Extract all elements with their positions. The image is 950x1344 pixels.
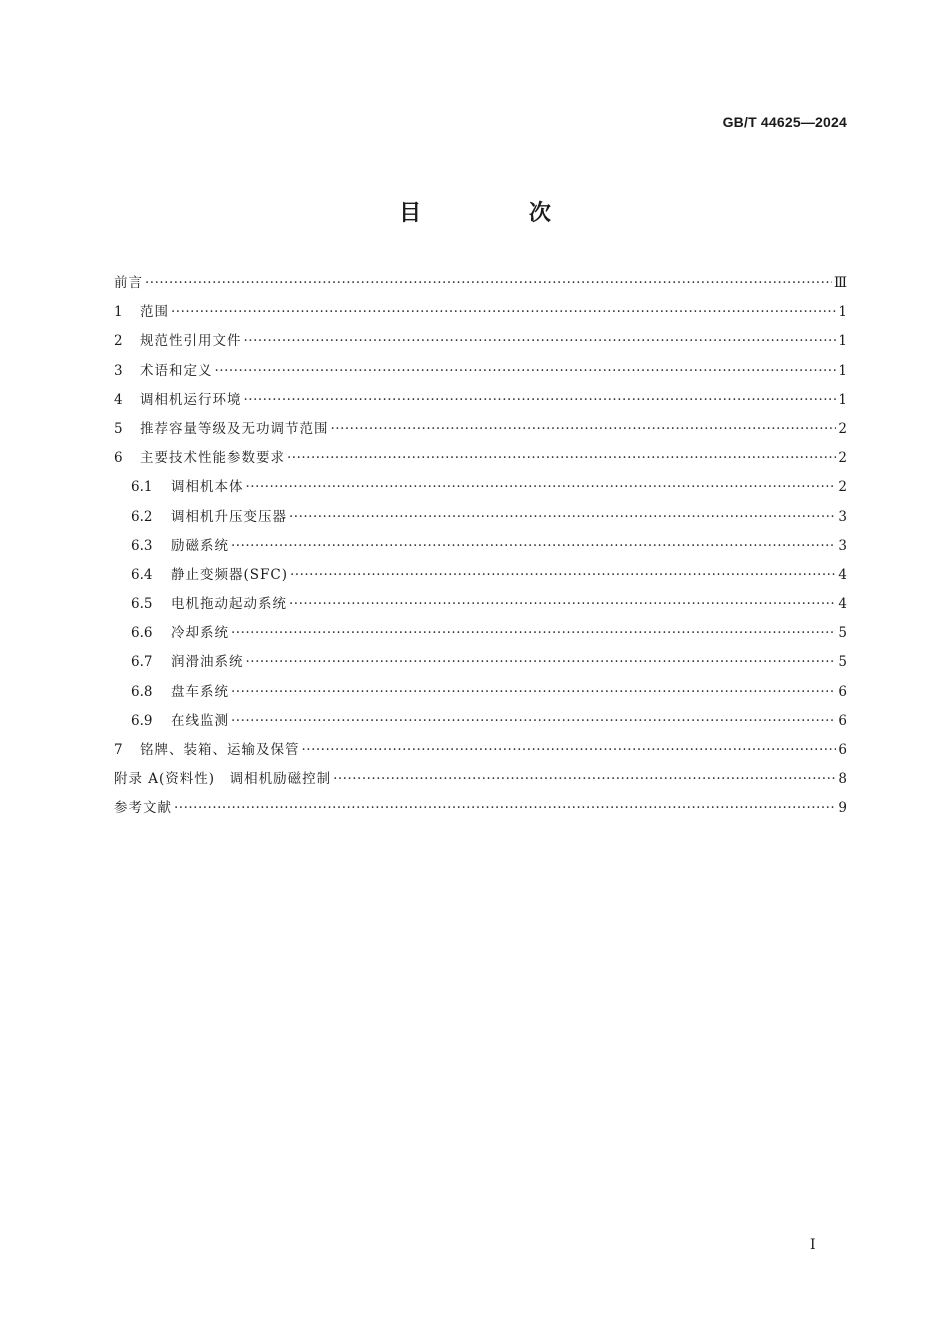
toc-entry-page: 5 [838,654,847,671]
toc-entry-page: 1 [838,304,847,321]
toc-entry[interactable] [114,386,847,415]
toc-entry[interactable] [114,561,847,590]
toc-entry[interactable] [114,357,847,386]
toc-dot-leader [246,473,837,502]
toc-entry-label: 励磁系统 [171,537,229,554]
toc-entry[interactable] [114,765,847,794]
toc-entry[interactable] [114,298,847,327]
toc-entry-page: 3 [838,537,847,554]
toc-entry-number: 6.4 [131,566,153,583]
toc-entry[interactable] [114,794,847,823]
toc-dot-leader [333,765,836,794]
toc-entry-label: 调相机运行环境 [140,391,242,408]
toc-entry-number: 6.2 [131,508,153,525]
toc-entry-label: 在线监测 [171,712,229,729]
toc-entry-page: 9 [838,800,847,817]
toc-entry-page: 2 [838,479,847,496]
toc-entry-number: 5 [114,420,123,437]
toc-entry-label: 电机拖动起动系统 [171,596,287,613]
toc-entry-label: 范围 [140,304,169,321]
toc-entry-page: 3 [838,508,847,525]
toc-entry-number: 6 [114,450,123,467]
toc-entry-page: 6 [838,712,847,729]
toc-entry-number: 6.7 [131,654,153,671]
toc-entry-page: 4 [838,566,847,583]
toc-entry[interactable] [114,736,847,765]
toc-entry-number: 6.8 [131,683,153,700]
toc-entry-label: 铭牌、装箱、运输及保管 [140,742,300,758]
toc-entry[interactable] [114,415,847,444]
toc-entry-label: 术语和定义 [140,362,213,379]
toc-dot-leader [215,357,837,386]
toc-entry[interactable] [114,590,847,619]
table-of-contents [114,269,847,824]
toc-dot-leader [290,561,836,590]
toc-entry-label: 主要技术性能参数要求 [140,450,285,467]
toc-entry-number: 7 [114,742,123,758]
toc-entry-label: 润滑油系统 [171,654,244,671]
toc-entry-label: 推荐容量等级及无功调节范围 [140,420,329,437]
toc-entry-page: 1 [838,362,847,379]
toc-entry[interactable] [114,648,847,677]
toc-entry-page: 1 [838,333,847,350]
toc-entry-page: 6 [838,742,847,758]
toc-entry-page: 4 [838,596,847,613]
toc-entry-number: 3 [114,362,123,379]
page-number: I [810,1237,816,1253]
toc-entry[interactable] [114,532,847,561]
toc-dot-leader [244,386,837,415]
toc-entry[interactable] [114,503,847,532]
toc-entry-number: 4 [114,391,123,408]
toc-entry-label: 前言 [114,275,143,291]
toc-dot-leader [302,736,837,765]
toc-dot-leader [231,532,836,561]
toc-entry-number: 1 [114,304,123,321]
toc-dot-leader [145,269,832,298]
toc-entry-number: 2 [114,333,123,350]
toc-dot-leader [246,648,837,677]
toc-entry-label: 附录 A(资料性) 调相机励磁控制 [114,771,332,788]
toc-dot-leader [244,327,837,356]
toc-entry[interactable] [114,707,847,736]
toc-dot-leader [174,794,836,823]
toc-entry-page: 6 [838,683,847,700]
toc-entry[interactable] [114,327,847,356]
toc-dot-leader [231,678,836,707]
toc-entry-page: 8 [838,771,847,788]
toc-dot-leader [287,444,836,473]
toc-dot-leader [289,590,836,619]
toc-entry[interactable] [114,619,847,648]
toc-entry[interactable] [114,678,847,707]
toc-entry-number: 6.6 [131,625,153,642]
toc-dot-leader [331,415,837,444]
toc-entry[interactable] [114,269,847,298]
toc-entry-label: 调相机升压变压器 [171,508,287,525]
toc-entry-page: 5 [838,625,847,642]
page-title: 目 次 [399,201,601,226]
toc-entry-label: 参考文献 [114,800,172,817]
toc-entry-label: 规范性引用文件 [140,333,242,350]
toc-entry-page: 1 [838,391,847,408]
toc-entry-page: Ⅲ [833,275,847,291]
toc-entry[interactable] [114,444,847,473]
toc-entry-page: 2 [838,420,847,437]
toc-entry-number: 6.1 [131,479,153,496]
toc-entry-number: 6.5 [131,596,153,613]
toc-dot-leader [231,707,836,736]
toc-dot-leader [289,503,836,532]
toc-entry-label: 调相机本体 [171,479,244,496]
toc-entry-number: 6.9 [131,712,153,729]
toc-entry[interactable] [114,473,847,502]
toc-entry-number: 6.3 [131,537,153,554]
toc-dot-leader [171,298,836,327]
toc-entry-label: 盘车系统 [171,683,229,700]
toc-entry-page: 2 [838,450,847,467]
toc-entry-label: 冷却系统 [171,625,229,642]
toc-entry-label: 静止变频器(SFC) [171,566,288,583]
standard-code: GB/T 44625—2024 [722,114,847,130]
toc-dot-leader [231,619,836,648]
